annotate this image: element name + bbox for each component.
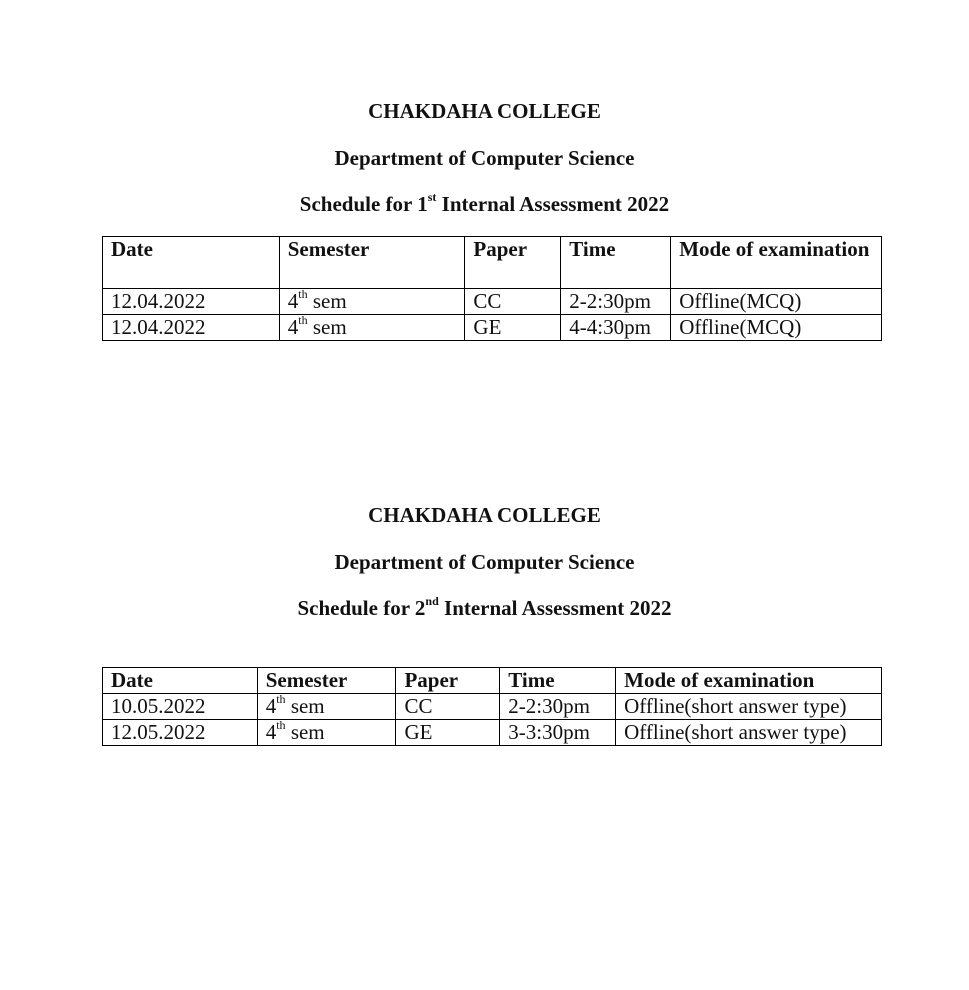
table-row xyxy=(103,720,882,746)
column-header-paper: Paper xyxy=(396,668,500,694)
column-header-time: Time xyxy=(500,668,616,694)
column-header-mode: Mode of examination xyxy=(616,668,882,694)
cell-paper: CC xyxy=(465,289,561,315)
cell-mode: Offline(short answer type) xyxy=(616,694,882,720)
schedule-table-1 xyxy=(102,236,882,341)
department-name-2: Department of Computer Science xyxy=(334,550,635,574)
cell-semester: 4th sem xyxy=(257,694,396,720)
table-row xyxy=(103,289,882,315)
table-header-row xyxy=(103,668,882,694)
cell-date: 12.04.2022 xyxy=(103,289,280,315)
cell-paper: CC xyxy=(396,694,500,720)
cell-mode: Offline(MCQ) xyxy=(671,289,882,315)
cell-mode: Offline(short answer type) xyxy=(616,720,882,746)
cell-semester: 4th sem xyxy=(279,315,465,341)
table-row xyxy=(103,694,882,720)
cell-mode: Offline(MCQ) xyxy=(671,315,882,341)
column-header-mode: Mode of examination xyxy=(671,237,882,289)
schedule-title-suffix: Internal Assessment 2022 xyxy=(438,596,672,620)
cell-time: 4-4:30pm xyxy=(561,315,671,341)
college-name-1: CHAKDAHA COLLEGE xyxy=(368,99,601,123)
cell-time: 2-2:30pm xyxy=(561,289,671,315)
cell-paper: GE xyxy=(465,315,561,341)
department-name-1: Department of Computer Science xyxy=(334,146,635,170)
column-header-semester: Semester xyxy=(279,237,465,289)
column-header-time: Time xyxy=(561,237,671,289)
schedule-title-prefix: Schedule for 2 xyxy=(297,596,426,620)
schedule-title-ordinal: nd xyxy=(425,594,439,608)
column-header-paper: Paper xyxy=(465,237,561,289)
cell-time: 3-3:30pm xyxy=(500,720,616,746)
column-header-semester: Semester xyxy=(257,668,396,694)
schedule-title-2 xyxy=(0,596,969,620)
table-header-row xyxy=(103,237,882,289)
cell-paper: GE xyxy=(396,720,500,746)
schedule-title-suffix: Internal Assessment 2022 xyxy=(436,192,670,216)
cell-date: 12.05.2022 xyxy=(103,720,258,746)
cell-date: 12.04.2022 xyxy=(103,315,280,341)
schedule-title-ordinal: st xyxy=(427,190,437,204)
schedule-table-2 xyxy=(102,667,882,746)
college-name-2: CHAKDAHA COLLEGE xyxy=(368,503,601,527)
table-row xyxy=(103,315,882,341)
schedule-title-1 xyxy=(0,192,969,216)
schedule-title-prefix: Schedule for 1 xyxy=(299,192,428,216)
column-header-date: Date xyxy=(103,668,258,694)
cell-date: 10.05.2022 xyxy=(103,694,258,720)
cell-semester: 4th sem xyxy=(279,289,465,315)
cell-semester: 4th sem xyxy=(257,720,396,746)
cell-time: 2-2:30pm xyxy=(500,694,616,720)
column-header-date: Date xyxy=(103,237,280,289)
